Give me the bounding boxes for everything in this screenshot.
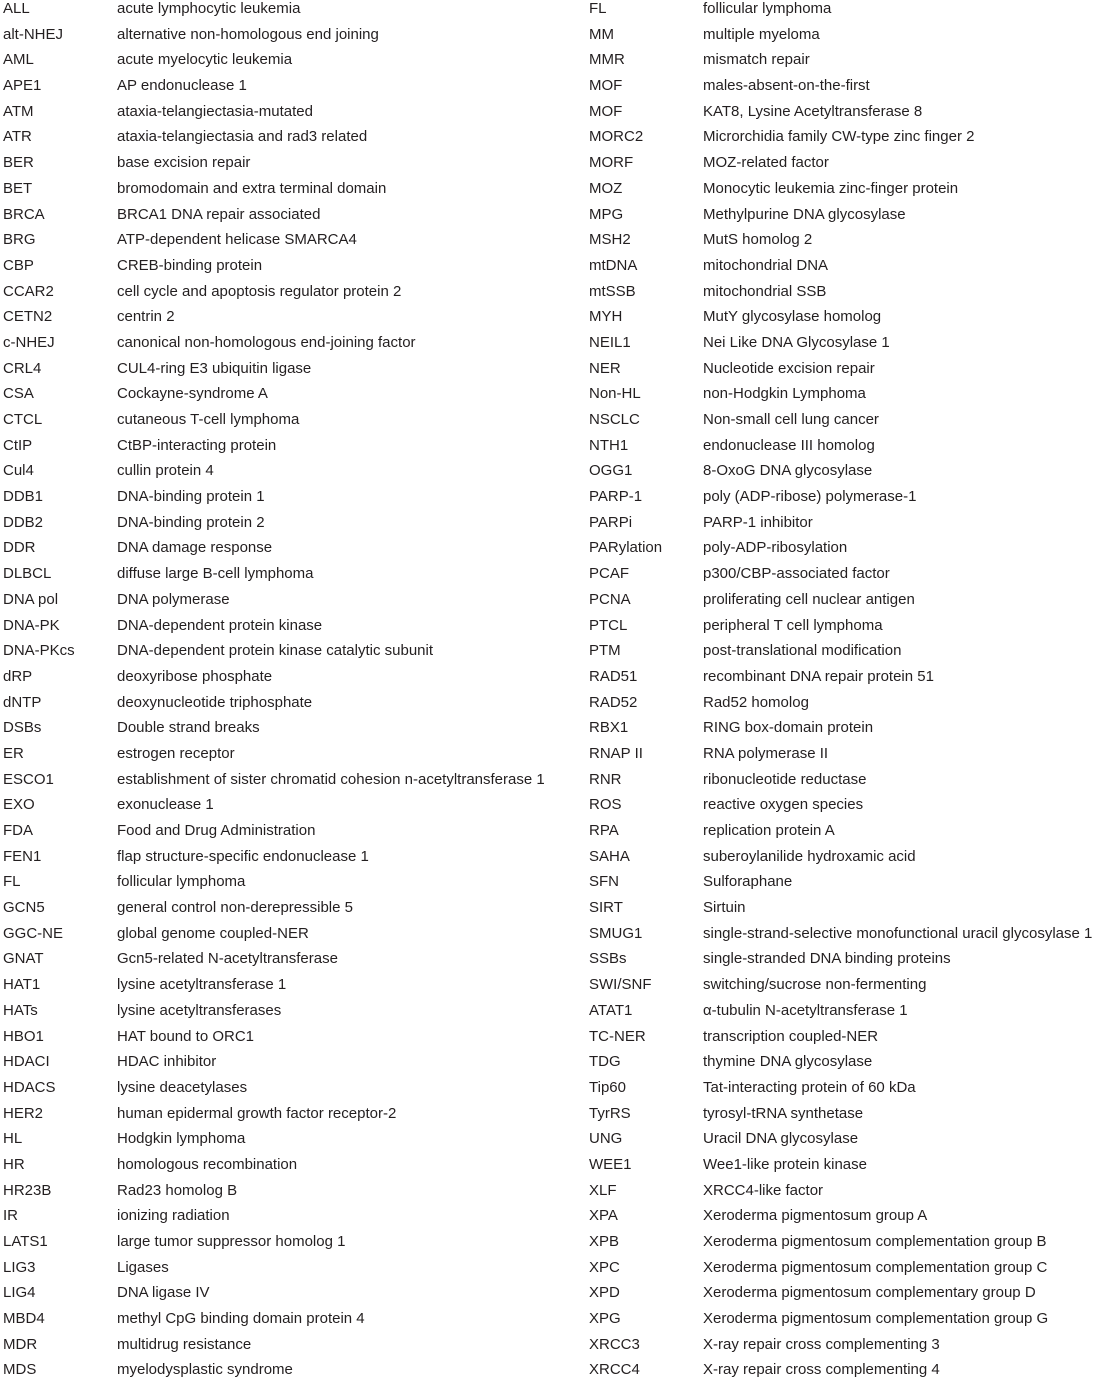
table-row — [0, 1284, 1096, 1310]
definition-left: lysine acetyltransferases — [117, 1001, 282, 1019]
abbreviation-right: SWI/SNF — [589, 976, 652, 994]
definition-right: reactive oxygen species — [703, 796, 864, 814]
definition-right: Nei Like DNA Glycosylase 1 — [703, 333, 890, 351]
definition-left: HAT bound to ORC1 — [117, 1027, 255, 1045]
abbreviation-right: Tip60 — [589, 1078, 626, 1096]
definition-left: AP endonuclease 1 — [117, 77, 247, 95]
table-row — [0, 925, 1096, 951]
table-row — [0, 873, 1096, 899]
definition-right: RNA polymerase II — [703, 744, 829, 762]
table-row — [0, 617, 1096, 643]
abbreviation-right: MMR — [589, 51, 625, 69]
definition-left: canonical non-homologous end-joining factor — [117, 333, 416, 351]
abbreviation-right: MOZ — [589, 179, 623, 197]
abbreviation-left: dNTP — [3, 693, 42, 711]
definition-right: p300/CBP-associated factor — [703, 565, 890, 583]
abbreviation-right: WEE1 — [589, 1155, 632, 1173]
abbreviation-right: PCAF — [589, 565, 630, 583]
table-row — [0, 51, 1096, 77]
definition-left: DNA damage response — [117, 539, 273, 557]
table-row — [0, 437, 1096, 463]
abbreviation-left: LIG4 — [3, 1284, 36, 1302]
abbreviation-left: APE1 — [3, 77, 42, 95]
abbreviation-left: FL — [3, 873, 21, 891]
definition-left: centrin 2 — [117, 308, 175, 326]
definition-left: flap structure-specific endonuclease 1 — [117, 847, 369, 865]
definition-left: Gcn5-related N-acetyltransferase — [117, 950, 338, 968]
definition-left: DNA-binding protein 1 — [117, 488, 265, 506]
table-row — [0, 719, 1096, 745]
abbreviation-right: MORF — [589, 154, 634, 172]
definition-right: Wee1-like protein kinase — [703, 1155, 867, 1173]
abbreviation-left: BET — [3, 179, 33, 197]
table-row — [0, 0, 1096, 26]
definition-right: transcription coupled-NER — [703, 1027, 879, 1045]
definition-left: diffuse large B-cell lymphoma — [117, 565, 314, 583]
abbreviation-right: TC-NER — [589, 1027, 646, 1045]
table-row — [0, 1182, 1096, 1208]
abbreviation-left: FEN1 — [3, 847, 42, 865]
definition-left: deoxynucleotide triphosphate — [117, 693, 313, 711]
definition-left: large tumor suppressor homolog 1 — [117, 1233, 346, 1250]
definition-right: Xeroderma pigmentosum complementation group C — [703, 1258, 1048, 1276]
abbreviation-left: HER2 — [3, 1104, 44, 1122]
definition-right: replication protein A — [703, 822, 835, 839]
definition-left: global genome coupled-NER — [117, 924, 309, 942]
definition-left: Ligases — [117, 1258, 169, 1276]
abbreviation-left: DDB1 — [3, 488, 44, 506]
definition-right: Sirtuin — [703, 899, 746, 917]
abbreviation-left: DLBCL — [3, 565, 52, 583]
abbreviation-right: NSCLC — [589, 411, 640, 428]
definition-right: tyrosyl-tRNA synthetase — [703, 1104, 864, 1122]
abbreviation-left: c-NHEJ — [3, 333, 55, 351]
abbreviation-right: RAD51 — [589, 667, 638, 685]
abbreviation-left: Cul4 — [3, 462, 34, 480]
abbreviation-left: AML — [3, 51, 34, 69]
definition-right: recombinant DNA repair protein 51 — [703, 667, 934, 685]
abbreviation-right: SAHA — [589, 847, 630, 865]
definition-right: MutY glycosylase homolog — [703, 308, 882, 326]
definition-left: Food and Drug Administration — [117, 822, 316, 839]
table-row — [0, 77, 1096, 103]
definition-right: poly-ADP-ribosylation — [703, 539, 848, 557]
abbreviation-right: TDG — [589, 1053, 621, 1071]
definition-left: acute myelocytic leukemia — [117, 51, 293, 69]
definition-right: proliferating cell nuclear antigen — [703, 590, 915, 608]
definition-right: Methylpurine DNA glycosylase — [703, 205, 906, 223]
abbreviation-left: EXO — [3, 796, 35, 814]
abbreviation-left: CCAR2 — [3, 282, 54, 300]
definition-left: Hodgkin lymphoma — [117, 1130, 246, 1148]
abbreviation-right: Non-HL — [589, 385, 641, 403]
abbreviation-left: CTCL — [3, 411, 43, 428]
definition-right: RING box-domain protein — [703, 719, 874, 737]
abbreviation-right: PTCL — [589, 616, 628, 634]
table-row — [0, 360, 1096, 386]
definition-left: multidrug resistance — [117, 1335, 252, 1353]
abbreviation-right: RNAP II — [589, 744, 643, 762]
abbreviation-left: CRL4 — [3, 359, 42, 377]
abbreviation-left: DDB2 — [3, 513, 44, 531]
definition-left: DNA-dependent protein kinase catalytic subunit — [117, 642, 434, 660]
table-row — [0, 950, 1096, 976]
definition-left: acute lymphocytic leukemia — [117, 0, 301, 17]
definition-left: Double strand breaks — [117, 719, 260, 737]
abbreviation-left: DNA pol — [3, 590, 59, 608]
definition-right: follicular lymphoma — [703, 0, 832, 17]
table-row — [0, 565, 1096, 591]
table-row — [0, 642, 1096, 668]
definition-right: post-translational modification — [703, 642, 902, 660]
abbreviation-left: CETN2 — [3, 308, 53, 326]
abbreviation-right: TyrRS — [589, 1104, 631, 1122]
definition-left: DNA-dependent protein kinase — [117, 616, 323, 634]
abbreviation-left: ATM — [3, 102, 34, 120]
abbreviation-right: SMUG1 — [589, 924, 643, 942]
table-row — [0, 745, 1096, 771]
table-row — [0, 385, 1096, 411]
definition-right: Rad52 homolog — [703, 693, 809, 711]
abbreviation-left: LIG3 — [3, 1258, 36, 1276]
definition-right: KAT8, Lysine Acetyltransferase 8 — [703, 102, 923, 120]
abbreviation-right: PARP-1 — [589, 488, 643, 506]
abbreviation-left: ALL — [3, 0, 30, 17]
table-row — [0, 1310, 1096, 1336]
definition-left: ataxia-telangiectasia-mutated — [117, 102, 313, 120]
definition-left: ataxia-telangiectasia and rad3 related — [117, 128, 368, 146]
definition-left: ionizing radiation — [117, 1207, 230, 1225]
table-row — [0, 848, 1096, 874]
abbreviation-left: BRG — [3, 231, 36, 249]
definition-right: mitochondrial SSB — [703, 282, 827, 300]
abbreviation-right: MPG — [589, 205, 624, 223]
abbreviation-left: CSA — [3, 385, 34, 403]
definition-right: Sulforaphane — [703, 873, 793, 891]
table-row — [0, 1053, 1096, 1079]
definition-left: deoxyribose phosphate — [117, 667, 273, 685]
definition-right: 8-OxoG DNA glycosylase — [703, 462, 873, 480]
table-row — [0, 308, 1096, 334]
definition-left: BRCA1 DNA repair associated — [117, 205, 321, 223]
definition-left: Rad23 homolog B — [117, 1181, 238, 1199]
table-row — [0, 1361, 1096, 1387]
definition-right: Nucleotide excision repair — [703, 359, 875, 377]
abbreviation-left: HATs — [3, 1001, 38, 1019]
definition-right: X-ray repair cross complementing 4 — [703, 1361, 940, 1379]
definition-right: switching/sucrose non-fermenting — [703, 976, 927, 994]
abbreviation-right: OGG1 — [589, 462, 633, 480]
table-row — [0, 976, 1096, 1002]
abbreviation-right: XLF — [589, 1181, 617, 1199]
definition-right: Tat-interacting protein of 60 kDa — [703, 1078, 916, 1096]
definition-right: mismatch repair — [703, 51, 810, 69]
abbreviation-right: FL — [589, 0, 607, 17]
abbreviation-right: mtDNA — [589, 256, 638, 274]
definition-right: peripheral T cell lymphoma — [703, 616, 883, 634]
definition-right: Monocytic leukemia zinc-finger protein — [703, 179, 959, 197]
table-row — [0, 514, 1096, 540]
definition-right: Xeroderma pigmentosum complementary group D — [703, 1284, 1036, 1302]
abbreviation-left: MDS — [3, 1361, 37, 1379]
abbreviation-left: HAT1 — [3, 976, 41, 994]
abbreviation-right: RPA — [589, 822, 619, 839]
definition-left: human epidermal growth factor receptor-2 — [117, 1104, 397, 1122]
definition-right: single-stranded DNA binding proteins — [703, 950, 951, 968]
definition-left: HDAC inhibitor — [117, 1053, 217, 1071]
abbreviation-left: HL — [3, 1130, 23, 1148]
definition-left: CREB-binding protein — [117, 256, 263, 274]
definition-left: exonuclease 1 — [117, 796, 214, 814]
definition-right: Non-small cell lung cancer — [703, 411, 879, 428]
abbreviation-left: DNA-PK — [3, 616, 60, 634]
definition-right: thymine DNA glycosylase — [703, 1053, 873, 1071]
table-row — [0, 206, 1096, 232]
abbreviation-right: XRCC3 — [589, 1335, 640, 1353]
abbreviation-right: NEIL1 — [589, 333, 631, 351]
abbreviation-right: XPB — [589, 1233, 620, 1250]
abbreviation-left: LATS1 — [3, 1233, 48, 1250]
abbreviation-right: MSH2 — [589, 231, 631, 249]
definition-left: cullin protein 4 — [117, 462, 214, 480]
abbreviation-left: HBO1 — [3, 1027, 44, 1045]
definition-left: myelodysplastic syndrome — [117, 1361, 293, 1379]
definition-right: single-strand-selective monofunctional uracil glycosylase 1 — [703, 924, 1093, 942]
abbreviation-right: PARylation — [589, 539, 663, 557]
definition-right: Xeroderma pigmentosum group A — [703, 1207, 928, 1225]
definition-right: MutS homolog 2 — [703, 231, 813, 249]
table-row — [0, 539, 1096, 565]
abbreviation-right: NER — [589, 359, 621, 377]
definition-right: α-tubulin N-acetyltransferase 1 — [703, 1001, 908, 1019]
definition-left: DNA-binding protein 2 — [117, 513, 265, 531]
definition-right: males-absent-on-the-first — [703, 77, 870, 95]
definition-left: DNA polymerase — [117, 590, 230, 608]
definition-right: PARP-1 inhibitor — [703, 513, 813, 531]
abbreviation-right: XRCC4 — [589, 1361, 640, 1379]
abbreviation-left: IR — [3, 1207, 18, 1225]
table-row — [0, 488, 1096, 514]
table-row — [0, 257, 1096, 283]
table-row — [0, 1156, 1096, 1182]
abbreviation-left: CtIP — [3, 436, 33, 454]
abbreviation-right: SIRT — [589, 899, 623, 917]
table-row — [0, 26, 1096, 52]
table-row — [0, 796, 1096, 822]
table-row — [0, 1233, 1096, 1259]
abbreviation-right: RBX1 — [589, 719, 629, 737]
definition-left: establishment of sister chromatid cohesion n-acetyltransferase 1 — [117, 770, 545, 788]
abbreviation-left: BER — [3, 154, 34, 172]
table-row — [0, 334, 1096, 360]
definition-left: lysine deacetylases — [117, 1078, 248, 1096]
abbreviation-right: MM — [589, 25, 614, 43]
abbreviation-left: ER — [3, 744, 24, 762]
abbreviation-right: MYH — [589, 308, 623, 326]
table-row — [0, 1028, 1096, 1054]
table-row — [0, 694, 1096, 720]
definition-left: general control non-derepressible 5 — [117, 899, 353, 917]
table-row — [0, 1259, 1096, 1285]
definition-left: base excision repair — [117, 154, 251, 172]
abbreviation-right: XPA — [589, 1207, 618, 1225]
table-row — [0, 462, 1096, 488]
definition-left: bromodomain and extra terminal domain — [117, 179, 387, 197]
abbreviation-right: mtSSB — [589, 282, 636, 300]
abbreviation-left: ATR — [3, 128, 32, 146]
table-row — [0, 822, 1096, 848]
definition-left: homologous recombination — [117, 1155, 298, 1173]
abbreviation-left: dRP — [3, 667, 33, 685]
abbreviation-left: HR — [3, 1155, 25, 1173]
definition-left: estrogen receptor — [117, 744, 235, 762]
abbreviation-right: ATAT1 — [589, 1001, 633, 1019]
definition-left: methyl CpG binding domain protein 4 — [117, 1310, 365, 1328]
abbreviation-left: HR23B — [3, 1181, 52, 1199]
definition-left: cell cycle and apoptosis regulator protein 2 — [117, 282, 402, 300]
definition-left: CUL4-ring E3 ubiquitin ligase — [117, 359, 312, 377]
table-row — [0, 668, 1096, 694]
abbreviation-right: RAD52 — [589, 693, 638, 711]
definition-right: X-ray repair cross complementing 3 — [703, 1335, 940, 1353]
abbreviation-left: HDACI — [3, 1053, 50, 1071]
abbreviation-right: ROS — [589, 796, 622, 814]
table-row — [0, 1079, 1096, 1105]
definition-left: follicular lymphoma — [117, 873, 246, 891]
abbreviation-right: XPD — [589, 1284, 620, 1302]
abbreviation-right: UNG — [589, 1130, 623, 1148]
abbreviation-right: MORC2 — [589, 128, 644, 146]
definition-right: suberoylanilide hydroxamic acid — [703, 847, 916, 865]
abbreviation-right: MOF — [589, 77, 623, 95]
table-row — [0, 128, 1096, 154]
definition-right: poly (ADP-ribose) polymerase-1 — [703, 488, 917, 506]
abbreviation-right: PCNA — [589, 590, 631, 608]
abbreviation-left: MDR — [3, 1335, 38, 1353]
abbreviation-right: MOF — [589, 102, 623, 120]
definition-right: non-Hodgkin Lymphoma — [703, 385, 866, 403]
definition-left: ATP-dependent helicase SMARCA4 — [117, 231, 357, 249]
abbreviation-left: HDACS — [3, 1078, 56, 1096]
abbreviation-right: SSBs — [589, 950, 627, 968]
table-row — [0, 1207, 1096, 1233]
abbreviation-left: DNA-PKcs — [3, 642, 75, 660]
definition-right: Xeroderma pigmentosum complementation group G — [703, 1310, 1049, 1328]
abbreviation-right: XPC — [589, 1258, 620, 1276]
abbreviation-right: PARPi — [589, 513, 633, 531]
definition-left: CtBP-interacting protein — [117, 436, 277, 454]
definition-right: Microrchidia family CW-type zinc finger 2 — [703, 128, 975, 146]
definition-right: ribonucleotide reductase — [703, 770, 867, 788]
abbreviation-left: GGC-NE — [3, 924, 63, 942]
definition-right: Uracil DNA glycosylase — [703, 1130, 859, 1148]
abbreviation-left: GCN5 — [3, 899, 45, 917]
definition-right: MOZ-related factor — [703, 154, 829, 172]
definition-left: cutaneous T-cell lymphoma — [117, 411, 300, 428]
abbreviation-left: DSBs — [3, 719, 42, 737]
table-row — [0, 1336, 1096, 1362]
table-row — [0, 1130, 1096, 1156]
definition-right: XRCC4-like factor — [703, 1181, 824, 1199]
definition-left: lysine acetyltransferase 1 — [117, 976, 287, 994]
table-row — [0, 1002, 1096, 1028]
abbreviation-right: NTH1 — [589, 436, 629, 454]
definition-left: Cockayne-syndrome A — [117, 385, 268, 403]
table-row — [0, 411, 1096, 437]
abbreviation-right: XPG — [589, 1310, 621, 1328]
abbreviation-left: MBD4 — [3, 1310, 45, 1328]
definition-left: DNA ligase IV — [117, 1284, 210, 1302]
abbreviation-left: ESCO1 — [3, 770, 54, 788]
abbreviation-left: CBP — [3, 256, 34, 274]
definition-right: endonuclease III homolog — [703, 436, 875, 454]
definition-right: multiple myeloma — [703, 25, 820, 43]
definition-right: mitochondrial DNA — [703, 256, 829, 274]
abbreviation-left: GNAT — [3, 950, 44, 968]
abbreviation-right: RNR — [589, 770, 622, 788]
table-row — [0, 103, 1096, 129]
table-row — [0, 591, 1096, 617]
table-row — [0, 899, 1096, 925]
abbreviation-right: PTM — [589, 642, 621, 660]
abbreviation-left: DDR — [3, 539, 36, 557]
table-row — [0, 231, 1096, 257]
abbreviation-left: FDA — [3, 822, 33, 839]
table-row — [0, 283, 1096, 309]
abbreviation-left: BRCA — [3, 205, 45, 223]
definition-left: alternative non-homologous end joining — [117, 25, 379, 43]
table-row — [0, 1105, 1096, 1131]
table-row — [0, 154, 1096, 180]
table-row — [0, 771, 1096, 797]
table-row — [0, 180, 1096, 206]
definition-right: Xeroderma pigmentosum complementation group B — [703, 1233, 1047, 1250]
abbreviation-right: SFN — [589, 873, 619, 891]
abbreviation-left: alt-NHEJ — [3, 25, 64, 43]
